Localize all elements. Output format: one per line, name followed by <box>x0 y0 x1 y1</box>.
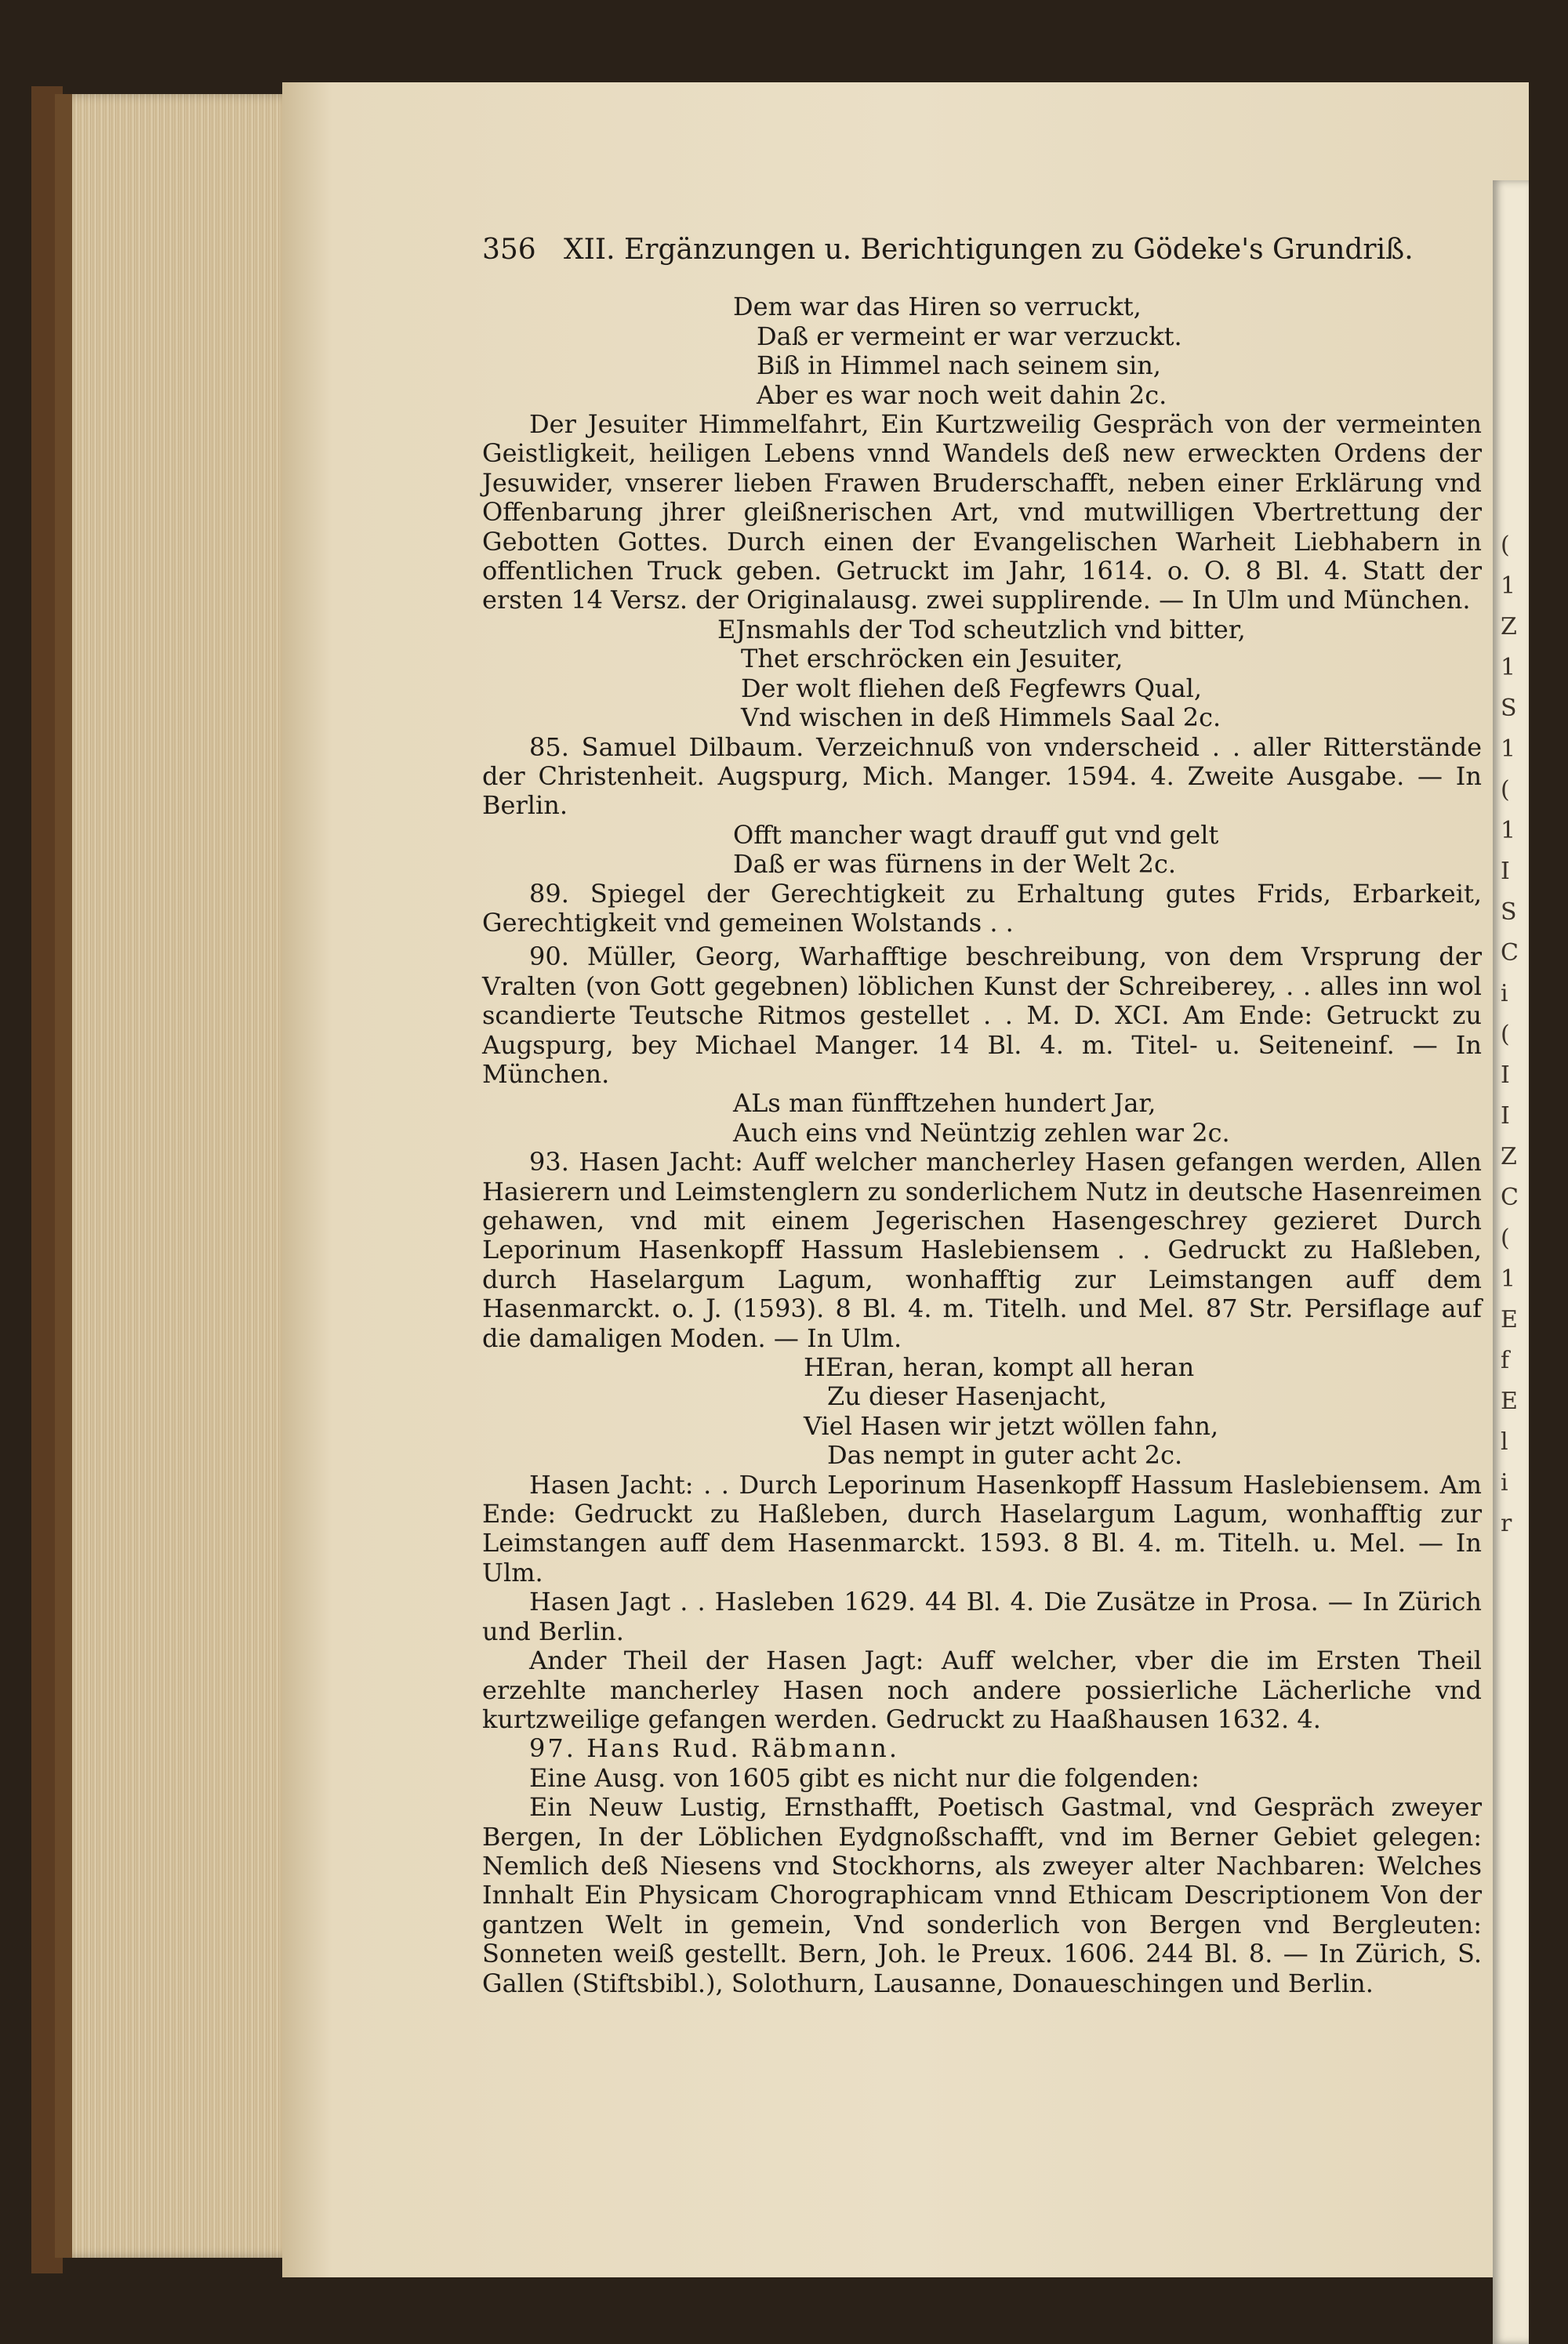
verse-line: Biß in Himmel nach seinem sin, <box>757 350 1161 381</box>
facing-page-letter: l <box>1501 1428 1508 1456</box>
verse-line: Auch eins vnd Neüntzig zehlen war 2c. <box>733 1117 1230 1148</box>
facing-page-letter: ( <box>1501 776 1510 804</box>
verse-line: Viel Hasen wir jetzt wöllen fahn, <box>804 1410 1219 1441</box>
facing-page-letter: Z <box>1501 1143 1517 1170</box>
facing-page-letter: 1 <box>1501 817 1516 844</box>
running-header <box>482 235 1482 264</box>
entry-90: 90. Müller, Georg, Warhafftige beschreibung, von dem Vrsprung der Vralten (von Gott gegebnen) löblichen Kunst der Schreiberey, . . alles inn wol scandierte Teutsche Ritmos gestellet . . M. D. XCI. Am Ende: Getruckt zu Augspurg, bey Michael Manger. 14 Bl. 4. m. Titel- u. Seiteneinf. — In München. <box>482 942 1482 1089</box>
paragraph: Hasen Jagt . . Hasleben 1629. 44 Bl. 4. Die Zusätze in Prosa. — In Zürich und Berlin. <box>482 1587 1482 1646</box>
paragraph: Ein Neuw Lustig, Ernsthafft, Poetisch Gastmal, vnd Gespräch zweyer Bergen, In der Löblichen Eydgnoßschafft, vnd im Berner Gebiet gelegen: Nemlich deß Niesens vnd Stockhorns, als zweyer alter Nachbaren: Welches Innhalt Ein Physicam Chorographicam vnnd Ethicam Descriptionem Von der gantzen Welt in gemein, Vnd sonderlich von Bergen vnd Bergleuten: Sonneten weiß gestellt. Bern, Joh. le Preux. 1606. 244 Bl. 8. — In Zürich, S. Gallen (Stiftsbibl.), Solothurn, Lausanne, Donaueschingen und Berlin. <box>482 1792 1482 1998</box>
paragraph: Der Jesuiter Himmelfahrt, Ein Kurtzweilig Gespräch von der vermeinten Geistligkeit, heiligen Lebens vnnd Wandels deß new erweckten Ordens der Jesuwider, vnserer lieben Frawen Bruderschafft, neben einer Erklärung vnd Offenbarung jhrer gleißnerischen Art, vnd mutwilligen Vbertrettung der Gebotten Gottes. Durch einen der Evangelischen Warheit Liebhabern in offentlichen Truck geben. Getruckt im Jahr, 1614. o. O. 8 Bl. 4. Statt der ersten 14 Versz. der Originalausg. zwei supplirende. — In Ulm und München. <box>482 409 1482 615</box>
verse-line: Daß er vermeint er war verzuckt. <box>757 321 1182 351</box>
verse-line: Thet erschröcken ein Jesuiter, <box>741 644 1123 674</box>
paragraph: Hasen Jacht: . . Durch Leporinum Hasenkopff Hassum Haslebiensem. Am Ende: Gedruckt zu Haßleben, durch Haselargum Lagum, wonhafftig zur Leimstangen auff dem Hasenmarckt. 1593. 8 Bl. 4. m. Titelh. u. Mel. — In Ulm. <box>482 1469 1482 1587</box>
facing-page-edge <box>1493 180 1529 2344</box>
verse-block <box>733 292 1482 410</box>
entry-89: 89. Spiegel der Gerechtigkeit zu Erhaltung gutes Frids, Erbarkeit, Gerechtigkeit vnd gemeinen Wolstands . . <box>482 878 1482 938</box>
page-text <box>482 235 1482 1998</box>
verse-line: Daß er was fürnens in der Welt 2c. <box>733 849 1177 880</box>
facing-page-letter: E <box>1501 1388 1518 1415</box>
page-number: 356 <box>482 234 536 266</box>
facing-page-letter: S <box>1501 695 1517 722</box>
facing-page-letter: ( <box>1501 1225 1510 1252</box>
facing-page-letter: i <box>1501 1469 1508 1497</box>
verse-line: HEran, heran, kompt all heran <box>804 1352 1195 1383</box>
facing-page-letter: Z <box>1501 613 1517 640</box>
facing-page-letter: I <box>1501 858 1510 885</box>
verse-line: Vnd wischen in deß Himmels Saal 2c. <box>741 702 1221 733</box>
verse-block <box>733 1089 1482 1148</box>
facing-page-letter: E <box>1501 1306 1518 1333</box>
facing-page-letter: i <box>1501 980 1508 1007</box>
verse-block <box>804 1353 1482 1471</box>
facing-page-letter: ( <box>1501 532 1510 559</box>
verse-line: ALs man fünfftzehen hundert Jar, <box>733 1088 1156 1119</box>
facing-page-letters <box>1501 525 1524 1544</box>
facing-page-letter: C <box>1501 939 1519 967</box>
verse-line: Das nempt in guter acht 2c. <box>827 1440 1183 1471</box>
facing-page-letter: I <box>1501 1102 1510 1130</box>
facing-page-letter: ( <box>1501 1021 1510 1048</box>
verse-block <box>733 821 1482 880</box>
paragraph: Eine Ausg. von 1605 gibt es nicht nur die folgenden: <box>529 1762 1200 1793</box>
facing-page-letter: 1 <box>1501 735 1516 763</box>
entry-85: 85. Samuel Dilbaum. Verzeichnuß von vnderscheid . . aller Ritterstände der Christenheit. Augspurg, Mich. Manger. 1594. 4. Zweite Ausgabe. — In Berlin. <box>482 731 1482 821</box>
facing-page-letter: 1 <box>1501 654 1516 681</box>
page-edges <box>55 94 307 2258</box>
verse-block <box>717 615 1482 733</box>
verse-line: Zu dieser Hasenjacht, <box>827 1381 1108 1412</box>
facing-page-letter: 1 <box>1501 1265 1516 1293</box>
verse-line: EJnsmahls der Tod scheutzlich vnd bitter, <box>717 614 1246 644</box>
facing-page-letter: r <box>1501 1510 1512 1537</box>
facing-page-letter: f <box>1501 1347 1510 1374</box>
verse-line: Offt mancher wagt drauff gut vnd gelt <box>733 819 1219 850</box>
facing-page-letter: 1 <box>1501 572 1516 600</box>
verse-line: Der wolt fliehen deß Fegfewrs Qual, <box>741 673 1203 703</box>
facing-page-letter: C <box>1501 1184 1519 1211</box>
running-title: XII. Ergänzungen u. Berichtigungen zu Gödeke's Grundriß. <box>564 234 1414 266</box>
facing-page-letter: S <box>1501 898 1517 926</box>
paragraph: Ander Theil der Hasen Jagt: Auff welcher, vber die im Ersten Theil erzehlte mancherley Hasen noch andere possierliche Lächerliche vnd kurtzweilige gefangen werden. Gedruckt zu Haaßhausen 1632. 4. <box>482 1646 1482 1734</box>
facing-page-letter: I <box>1501 1061 1510 1089</box>
verse-line: Aber es war noch weit dahin 2c. <box>757 379 1167 410</box>
verse-line: Dem war das Hiren so verruckt, <box>733 292 1142 322</box>
entry-93: 93. Hasen Jacht: Auff welcher mancherley Hasen gefangen werden, Allen Hasierern und Leimstenglern zu sonderlichem Nutz in deutsche Hasenreimen gehawen, vnd mit einem Jegerischen Hasengeschrey gezieret Durch Leporinum Hasenkopff Hassum Haslebiensem . . Gedruckt zu Haßleben, durch Haselargum Lagum, wonhafftig zur Leimstangen auff dem Hasenmarckt. o. J. (1593). 8 Bl. 4. m. Titelh. und Mel. 87 Str. Persiflage auf die damaligen Moden. — In Ulm. <box>482 1147 1482 1353</box>
entry-97: 97. Hans Rud. Räbmann. <box>529 1733 899 1764</box>
